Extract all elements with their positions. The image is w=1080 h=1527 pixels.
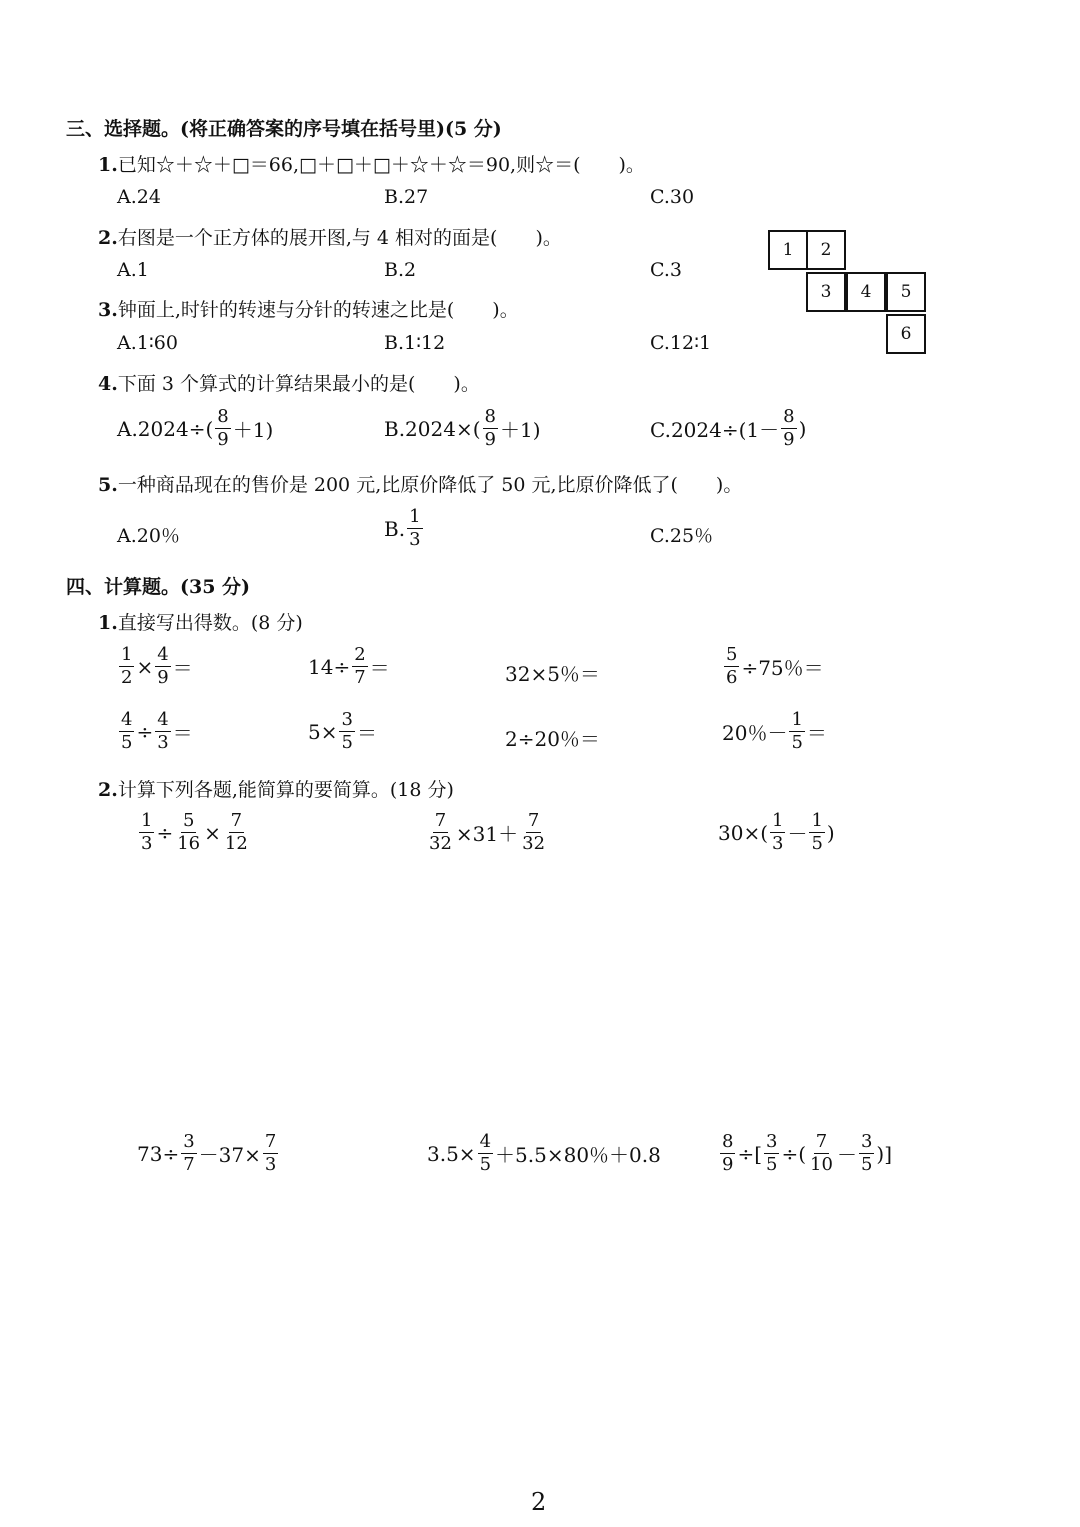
denominator: 3 — [772, 833, 784, 854]
equals-sign: ＝ — [356, 721, 377, 745]
oral-item-8 — [722, 711, 827, 752]
numerator: 4 — [121, 709, 133, 730]
q5-option-c: C.25％ — [650, 525, 714, 547]
denominator: 5 — [121, 732, 133, 753]
oral-item-2 — [308, 646, 390, 687]
cube-face-4: 4 — [846, 272, 886, 312]
q2-option-a: A.1 — [117, 259, 149, 281]
operator: ÷ — [156, 820, 174, 845]
calc-item-6 — [718, 1133, 892, 1174]
fraction — [181, 1133, 196, 1174]
fraction — [770, 812, 785, 853]
equals-sign: ＝ — [172, 721, 193, 745]
q4-b-fraction — [483, 408, 498, 449]
numerator: 4 — [157, 709, 169, 730]
denominator: 7 — [354, 667, 366, 688]
denominator: 2 — [121, 667, 133, 688]
equals-sign: ＝ — [369, 656, 390, 680]
fraction — [809, 812, 824, 853]
denominator: 6 — [726, 667, 738, 688]
denominator: 32 — [429, 833, 452, 854]
question-1-text: 已知☆＋☆＋□＝66,□＋□＋□＋☆＋☆＝90,则☆＝( )。 — [117, 154, 645, 176]
prefix: 3.5× — [427, 1141, 476, 1166]
operator: × — [136, 654, 154, 679]
calc-item-5 — [427, 1133, 661, 1174]
question-3-text: 钟面上,时针的转速与分针的转速之比是( )。 — [117, 299, 519, 321]
numerator: 7 — [230, 810, 243, 831]
numerator: 3 — [860, 1131, 873, 1152]
fraction — [339, 711, 354, 752]
suffix: ) — [826, 820, 835, 845]
equals-sign: ＝ — [172, 656, 193, 680]
oral-item-1 — [117, 646, 193, 687]
q4-b-prefix: B.2024×( — [384, 416, 481, 441]
operator: ÷ — [136, 719, 154, 744]
middle-text: ×31＋ — [455, 822, 519, 846]
prefix: 20％－ — [722, 721, 788, 745]
fraction — [808, 1133, 835, 1174]
numerator: 2 — [354, 644, 366, 665]
q4-a-fraction — [215, 408, 230, 449]
part-2-heading — [98, 775, 454, 802]
cube-face-2: 2 — [806, 230, 846, 270]
denominator: 32 — [522, 833, 546, 854]
denominator: 12 — [224, 833, 248, 854]
numerator: 7 — [815, 1131, 828, 1152]
prefix: 14÷ — [308, 654, 351, 679]
denominator: 5 — [479, 1154, 492, 1175]
calc-item-3 — [718, 812, 835, 853]
prefix: 5× — [308, 719, 338, 744]
denominator: 5 — [766, 1154, 778, 1175]
numerator: 1 — [811, 810, 823, 831]
fraction — [478, 1133, 493, 1174]
fraction — [352, 646, 367, 687]
q4-c-prefix: C.2024÷(1－ — [650, 418, 780, 442]
oral-item-7 — [505, 723, 600, 752]
question-2-text: 右图是一个正方体的展开图,与 4 相对的面是( )。 — [117, 227, 562, 249]
question-2 — [98, 223, 562, 250]
oral-item-3 — [505, 658, 600, 687]
part-1-number: 1. — [98, 612, 118, 634]
question-3-number: 3. — [98, 299, 118, 321]
denominator: 9 — [484, 429, 496, 450]
q4-c-suffix: ) — [798, 416, 807, 441]
fraction — [724, 646, 739, 687]
q4-a-prefix: A.2024÷( — [117, 416, 214, 441]
denominator: 5 — [811, 833, 823, 854]
q2-option-c: C.3 — [650, 259, 682, 281]
question-1-number: 1. — [98, 154, 118, 176]
prefix: 73÷ — [137, 1141, 180, 1166]
cube-face-6: 6 — [886, 314, 926, 354]
question-4-number: 4. — [98, 373, 118, 395]
numerator: 3 — [341, 709, 353, 730]
fraction — [427, 812, 454, 853]
suffix: ＋5.5×80％＋0.8 — [495, 1143, 661, 1167]
denominator: 3 — [157, 732, 169, 753]
cube-face-3: 3 — [806, 272, 846, 312]
question-1 — [98, 150, 645, 177]
question-5 — [98, 470, 742, 497]
numerator: 5 — [182, 810, 195, 831]
oral-item-6 — [308, 711, 377, 752]
numerator: 4 — [479, 1131, 492, 1152]
numerator: 3 — [766, 1131, 778, 1152]
q4-option-c — [650, 408, 806, 449]
expression-text: 32×5％＝ — [505, 662, 600, 686]
part-1-text: 直接写出得数。(8 分) — [117, 612, 303, 634]
cube-face-5: 5 — [886, 272, 926, 312]
numerator: 1 — [791, 709, 803, 730]
oral-item-4 — [722, 646, 824, 687]
numerator: 8 — [783, 406, 795, 427]
fraction — [859, 1133, 874, 1174]
denominator: 7 — [183, 1154, 195, 1175]
numerator: 1 — [772, 810, 784, 831]
expression-text: 2÷20％＝ — [505, 727, 600, 751]
fraction — [223, 812, 250, 853]
q4-b-suffix: ＋1) — [499, 418, 541, 442]
q5-b-fraction — [407, 508, 422, 549]
q3-option-a: A.1∶60 — [117, 332, 178, 354]
denominator: 3 — [409, 529, 421, 550]
fraction — [789, 711, 804, 752]
fraction — [155, 711, 170, 752]
equals-sign: ＝ — [806, 721, 827, 745]
denominator: 9 — [783, 429, 795, 450]
denominator: 9 — [157, 667, 169, 688]
denominator: 5 — [791, 732, 803, 753]
question-2-number: 2. — [98, 227, 118, 249]
question-5-text: 一种商品现在的售价是 200 元,比原价降低了 50 元,比原价降低了( )。 — [117, 474, 743, 496]
question-3 — [98, 295, 519, 322]
denominator: 10 — [810, 1154, 833, 1175]
denominator: 9 — [722, 1154, 734, 1175]
fraction — [155, 646, 170, 687]
denominator: 5 — [860, 1154, 873, 1175]
q5-b-prefix: B. — [384, 516, 406, 541]
q4-option-b — [384, 408, 541, 449]
question-4 — [98, 369, 480, 396]
numerator: 1 — [141, 810, 153, 831]
denominator: 3 — [141, 833, 153, 854]
text-segment: ÷( — [781, 1141, 807, 1166]
numerator: 7 — [434, 810, 447, 831]
numerator: 8 — [722, 1131, 734, 1152]
numerator: 5 — [726, 644, 738, 665]
q1-option-a: A.24 — [117, 186, 161, 208]
q4-c-fraction — [781, 408, 796, 449]
q1-option-c: C.30 — [650, 186, 695, 208]
denominator: 9 — [217, 429, 229, 450]
q1-option-b: B.27 — [384, 186, 429, 208]
fraction — [175, 812, 202, 853]
fraction — [139, 812, 154, 853]
numerator: 8 — [484, 406, 496, 427]
section-3-title: 三、选择题。(将正确答案的序号填在括号里)(5 分) — [66, 118, 502, 140]
question-4-text: 下面 3 个算式的计算结果最小的是( )。 — [117, 373, 480, 395]
suffix: ÷75％＝ — [741, 656, 824, 680]
numerator: 1 — [409, 506, 421, 527]
numerator: 7 — [527, 810, 540, 831]
section-4-title: 四、计算题。(35 分) — [66, 576, 251, 598]
part-1-heading — [98, 608, 303, 635]
denominator: 3 — [264, 1154, 277, 1175]
calc-item-4 — [137, 1133, 280, 1174]
fraction — [720, 1133, 735, 1174]
q2-option-b: B.2 — [384, 259, 417, 281]
fraction — [263, 1133, 278, 1174]
numerator: 3 — [183, 1131, 195, 1152]
oral-item-5 — [117, 711, 193, 752]
text-segment: － — [836, 1143, 857, 1167]
fraction — [119, 646, 134, 687]
numerator: 1 — [121, 644, 133, 665]
q3-option-c: C.12∶1 — [650, 332, 712, 354]
part-2-text: 计算下列各题,能简算的要简算。(18 分) — [117, 779, 454, 801]
operator: × — [204, 820, 221, 845]
numerator: 8 — [217, 406, 229, 427]
calc-item-2 — [425, 812, 549, 853]
q4-option-a — [117, 408, 273, 449]
middle-text: －37× — [198, 1143, 261, 1167]
numerator: 7 — [264, 1131, 277, 1152]
denominator: 5 — [341, 732, 353, 753]
part-2-number: 2. — [98, 779, 118, 801]
operator: － — [787, 822, 808, 846]
q3-option-b: B.1∶12 — [384, 332, 446, 354]
cube-face-1: 1 — [768, 230, 808, 270]
question-5-number: 5. — [98, 474, 118, 496]
fraction — [520, 812, 547, 853]
page-number: 2 — [531, 1488, 547, 1516]
q5-option-b — [384, 508, 425, 549]
fraction — [764, 1133, 779, 1174]
fraction — [119, 711, 134, 752]
denominator: 16 — [177, 833, 201, 854]
text-segment: ÷[ — [737, 1141, 763, 1166]
prefix: 30×( — [718, 820, 769, 845]
q4-a-suffix: ＋1) — [232, 418, 274, 442]
calc-item-1 — [137, 812, 252, 853]
q5-option-a: A.20％ — [117, 525, 180, 547]
numerator: 4 — [157, 644, 169, 665]
text-segment: )] — [876, 1141, 892, 1166]
